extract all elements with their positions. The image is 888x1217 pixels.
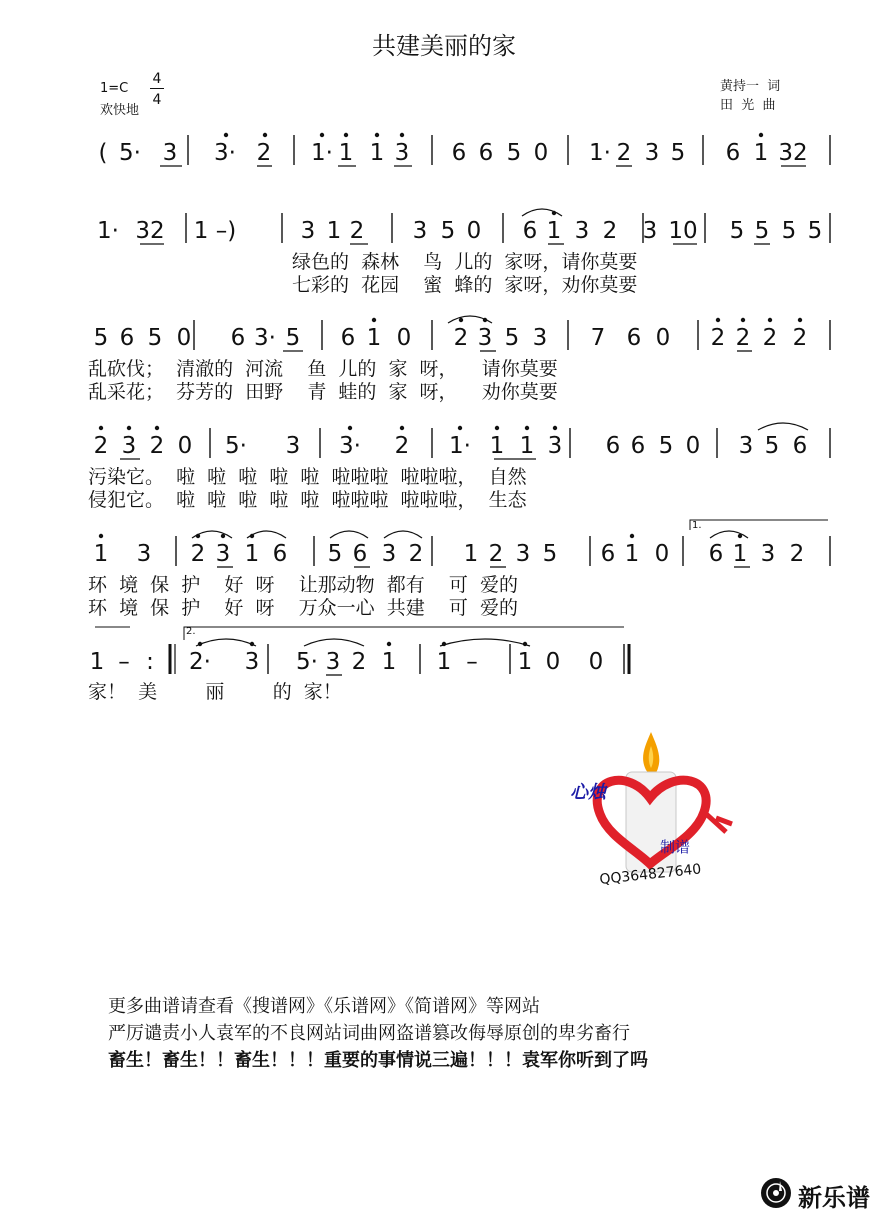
note: 5 [670,140,686,166]
volta-first-label: 1. [692,520,702,531]
lyric-line: 环 境 保 护 好 呀 让那动物 都有 可 爱的 [88,574,518,596]
note: 3· [339,433,361,459]
note: 5 [658,433,674,459]
disc-logo-icon [760,1177,792,1209]
tempo-marking: 欢快地 [100,103,140,118]
note: 5 [440,218,456,244]
note: 1· [311,140,333,166]
note: 6 [340,325,356,351]
slur [304,639,364,646]
volta-first [690,520,828,530]
stamp-qq: QQ364827640 [598,861,703,888]
slur [710,531,748,538]
slur [384,531,422,538]
note: 2 [735,325,751,351]
note: 5 [781,218,797,244]
slur [440,639,530,646]
note: 1· [449,433,471,459]
note: – [466,649,478,675]
volta-second [184,627,624,640]
note: 1 [624,541,640,567]
octave-dot [372,318,376,322]
note: 3 [244,649,260,675]
note: 0 [545,649,561,675]
note: 6 [451,140,467,166]
watermark-text: 新乐谱 [798,1184,870,1212]
octave-dot [741,318,745,322]
note: 3 [574,218,590,244]
note: 5· [119,140,141,166]
note: 6 [605,433,621,459]
note: 1 [338,140,354,166]
note: 3 [325,649,341,675]
note: 1 [517,649,533,675]
octave-dot [224,133,228,137]
note: 1 [369,140,385,166]
note: 1 [436,649,452,675]
note: 5 [327,541,343,567]
octave-dot [221,534,225,538]
note: 2 [453,325,469,351]
note: 2 [710,325,726,351]
note: 5· [225,433,247,459]
note: 2 [602,218,618,244]
note: 3 [760,541,776,567]
note: 10 [668,218,698,244]
note: 3 [285,433,301,459]
octave-dot [99,534,103,538]
note: 3 [121,433,137,459]
time-signature-top: 4 [152,71,162,87]
note: 3 [515,541,531,567]
note: 3 [300,218,316,244]
note: 6 [272,541,288,567]
note: 6 [600,541,616,567]
note: 0 [533,140,549,166]
note: 6 [478,140,494,166]
note: 3 [547,433,563,459]
note: 5 [754,218,770,244]
note: 1 –) [193,218,237,244]
note: 1 [366,325,382,351]
note: 1 [732,541,748,567]
note: 6 [230,325,246,351]
slur [330,531,368,538]
lyric-line: 绿色的 森林 鸟 儿的 家呀，请你莫要 [292,251,638,273]
octave-dot [375,133,379,137]
note: 2 [351,649,367,675]
note: 0 [177,433,193,459]
lyric-line: 七彩的 花园 蜜 蜂的 家呀，劝你莫要 [292,274,638,296]
octave-dot [630,534,634,538]
note: 7 [590,325,606,351]
note: 3 [642,218,658,244]
note: 3 [477,325,493,351]
slur [522,209,562,216]
volta-second-label: 2. [186,626,196,637]
note: 1· [97,218,119,244]
note: 3 [412,218,428,244]
lyricist-credit: 黄持一 词 [720,79,781,94]
lyric-line: 乱采花； 芬芳的 田野 青 蛙的 家 呀， 劝你莫要 [88,381,558,403]
note: 1 [381,649,397,675]
octave-dot [553,426,557,430]
note: 2 [190,541,206,567]
note: ( [98,140,108,166]
octave-dot [759,133,763,137]
song-title: 共建美丽的家 [372,32,516,60]
octave-dot [127,426,131,430]
note: 5 [764,433,780,459]
notice-line-2: 严厉谴责小人袁军的不良网站词曲网盗谱篡改侮辱原创的卑劣畜行 [108,1023,630,1044]
note: 6 [119,325,135,351]
octave-dot [798,318,802,322]
lyric-line: 乱砍伐； 清澈的 河流 鱼 儿的 家 呀， 请你莫要 [88,358,558,380]
note: 1 [489,433,505,459]
note: 1· [589,140,611,166]
note: : [146,649,154,675]
note: 2 [408,541,424,567]
note: 1 [463,541,479,567]
note: 3 [215,541,231,567]
octave-dot [99,426,103,430]
note: 3 [136,541,152,567]
lyric-line: 家！ 美 丽 的 家！ [88,681,342,703]
note: 3 [644,140,660,166]
note: 2 [789,541,805,567]
notice-line-3: 畜生！畜生！！畜生！！！重要的事情说三遍！！！袁军你听到了吗 [108,1050,648,1071]
note: 0 [466,218,482,244]
octave-dot [400,133,404,137]
note: 3 [532,325,548,351]
note: 3 [381,541,397,567]
octave-dot [525,426,529,430]
note: 5 [506,140,522,166]
maker-stamp [566,728,736,888]
note: 5 [542,541,558,567]
composer-credit: 田 光 曲 [720,98,776,113]
stamp-maker: 制谱 [660,838,691,856]
octave-dot [387,642,391,646]
note: 32 [135,218,165,244]
octave-dot [155,426,159,430]
note: 6 [792,433,808,459]
note: 1 [753,140,769,166]
octave-dot [716,318,720,322]
octave-dot [768,318,772,322]
stamp-brand: 心烛 [570,782,606,803]
octave-dot [495,426,499,430]
note: 2 [394,433,410,459]
lyric-line: 侵犯它。 啦 啦 啦 啦 啦 啦啦啦 啦啦啦， 生态 [88,489,527,511]
note: 1 [244,541,260,567]
note: 1 [89,649,105,675]
note: 1 [93,541,109,567]
time-signature-bottom: 4 [152,92,162,108]
slur [196,639,256,646]
note: – [118,649,130,675]
note: 2 [256,140,272,166]
lyric-line: 污染它。 啦 啦 啦 啦 啦 啦啦啦 啦啦啦， 自然 [88,466,527,488]
note: 0 [396,325,412,351]
note: 3 [738,433,754,459]
note: 32 [778,140,808,166]
note: 5 [729,218,745,244]
lyric-line: 环 境 保 护 好 呀 万众一心 共建 可 爱的 [88,597,518,619]
note: 2 [349,218,365,244]
note: 2 [792,325,808,351]
slur [758,423,808,430]
key-signature: 1=C [100,81,129,96]
octave-dot [458,426,462,430]
note: 6 [630,433,646,459]
note: 2 [762,325,778,351]
note: 3 [162,140,178,166]
octave-dot [263,133,267,137]
note: 5 [807,218,823,244]
note: 2 [93,433,109,459]
note: 2 [616,140,632,166]
note: 5 [93,325,109,351]
note: 1 [546,218,562,244]
note: 3 [394,140,410,166]
note: 0 [176,325,192,351]
note: 1 [326,218,342,244]
note: 2 [488,541,504,567]
note: 0 [685,433,701,459]
note: 3· [214,140,236,166]
note: 6 [352,541,368,567]
octave-dot [320,133,324,137]
octave-dot [344,133,348,137]
note: 5 [504,325,520,351]
note: 0 [588,649,604,675]
note: 6 [522,218,538,244]
notice-line-1: 更多曲谱请查看《搜谱网》《乐谱网》《简谱网》等网站 [108,996,540,1017]
octave-dot [348,426,352,430]
note: 3· [254,325,276,351]
octave-dot [459,318,463,322]
note: 6 [626,325,642,351]
note: 6 [708,541,724,567]
note: 1 [519,433,535,459]
note: 5 [285,325,301,351]
octave-dot [400,426,404,430]
note: 6 [725,140,741,166]
note: 2· [189,649,211,675]
note: 2 [149,433,165,459]
note: 5· [296,649,318,675]
note: 5 [147,325,163,351]
note: 0 [654,541,670,567]
note: 0 [655,325,671,351]
